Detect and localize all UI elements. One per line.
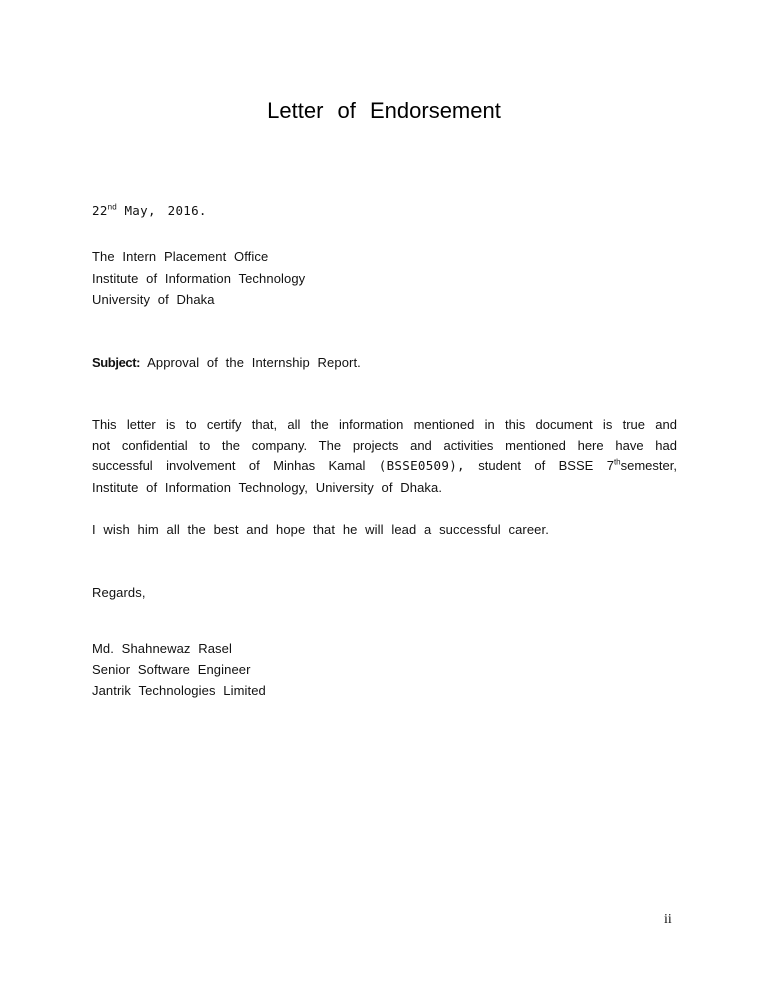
recipient-line-3: University of Dhaka [92,292,215,307]
date-rest: May, 2016. [124,203,207,218]
student-id: (BSSE0509), [378,458,465,473]
signatory-company: Jantrik Technologies Limited [92,683,266,698]
body-line-3-c: semester, [620,458,677,473]
subject-label: Subject: [92,355,141,370]
recipient-line-1: The Intern Placement Office [92,249,269,264]
regards: Regards, [92,585,146,600]
body-line-4: Institute of Information Technology, University of Dhaka. [92,480,443,495]
closing-wish: I wish him all the best and hope that he will lead a successful career. [92,522,549,537]
page-title: Letter of Endorsement [267,98,501,123]
subject-line [92,355,361,370]
letter-date [92,203,207,218]
page-number: ii [664,912,672,927]
signatory-title: Senior Software Engineer [92,662,251,677]
body-line-2: not confidential to the company. The projects and activities mentioned here have had [92,438,677,453]
signatory-name: Md. Shahnewaz Rasel [92,641,232,656]
recipient-line-2: Institute of Information Technology [92,271,306,286]
body-line-3-b: student of BSSE 7 [478,458,614,473]
date-day: 22 [92,203,108,218]
body-line-3-a: successful involvement of Minhas Kamal [92,458,366,473]
date-day-suffix: nd [107,202,117,212]
body-line-3 [92,458,677,473]
body-line-1: This letter is to certify that, all the information mentioned in this document is true and [92,417,677,432]
subject-text: Approval of the Internship Report. [147,355,361,370]
semester-suffix: th [613,457,621,467]
